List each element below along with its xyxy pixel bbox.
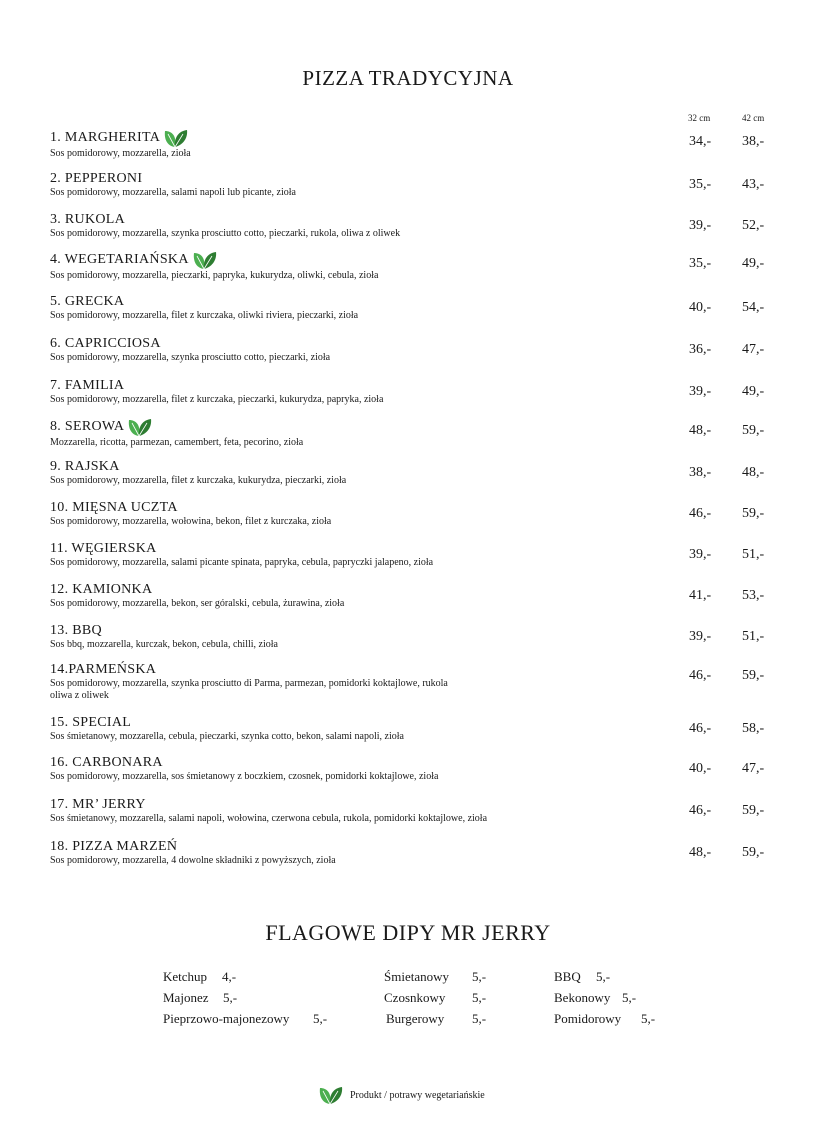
price-42cm: 59,- bbox=[742, 506, 765, 521]
item-name: 15. SPECIAL bbox=[50, 715, 132, 730]
item-description: Sos pomidorowy, mozzarella, szynka prosciutto cotto, pieczarki, zioła bbox=[50, 352, 331, 363]
dip-price: 5,- bbox=[472, 990, 487, 1005]
price-32cm: 39,- bbox=[689, 629, 712, 644]
item-name: 18. PIZZA MARZEŃ bbox=[50, 839, 178, 854]
dip-price: 5,- bbox=[641, 1011, 656, 1026]
price-32cm: 46,- bbox=[689, 721, 712, 736]
item-name: 2. PEPPERONI bbox=[50, 171, 143, 186]
menu-item bbox=[50, 623, 790, 651]
menu-item bbox=[50, 459, 790, 487]
dip-price: 4,- bbox=[222, 969, 237, 984]
dip-price: 5,- bbox=[313, 1011, 328, 1026]
menu-item bbox=[50, 378, 790, 406]
item-description: Sos pomidorowy, mozzarella, zioła bbox=[50, 148, 191, 159]
dip-price: 5,- bbox=[472, 1011, 487, 1026]
dip-name: Bekonowy bbox=[554, 990, 611, 1005]
menu-item bbox=[50, 541, 790, 569]
item-description: Sos pomidorowy, mozzarella, filet z kurczaka, pieczarki, kukurydza, papryka, zioła bbox=[50, 394, 384, 405]
item-name: 8. SEROWA bbox=[50, 419, 125, 434]
dip-name: Czosnkowy bbox=[384, 990, 446, 1005]
item-name: 4. WEGETARIAŃSKA bbox=[50, 252, 189, 267]
item-name: 13. BBQ bbox=[50, 623, 102, 638]
price-32cm: 34,- bbox=[689, 134, 712, 149]
dips-title: FLAGOWE DIPY MR JERRY bbox=[265, 920, 551, 945]
size-header-42: 42 cm bbox=[742, 113, 765, 123]
item-description: Sos pomidorowy, mozzarella, bekon, ser góralski, cebula, żurawina, zioła bbox=[50, 598, 345, 609]
price-42cm: 58,- bbox=[742, 721, 765, 736]
item-description: Sos bbq, mozzarella, kurczak, bekon, cebula, chilli, zioła bbox=[50, 639, 278, 650]
item-description: Sos pomidorowy, mozzarella, salami picante spinata, papryka, cebula, papryczki jalapeno, zioła bbox=[50, 557, 434, 568]
price-42cm: 53,- bbox=[742, 588, 765, 603]
price-32cm: 39,- bbox=[689, 547, 712, 562]
dip-name: Śmietanowy bbox=[384, 969, 449, 984]
item-name: 17. MR’ JERRY bbox=[50, 797, 146, 812]
item-name: 6. CAPRICCIOSA bbox=[50, 336, 161, 351]
page-title: PIZZA TRADYCYJNA bbox=[302, 66, 514, 90]
price-42cm: 49,- bbox=[742, 256, 765, 271]
item-name: 14.PARMEŃSKA bbox=[50, 662, 157, 677]
menu-item bbox=[50, 500, 790, 528]
price-42cm: 59,- bbox=[742, 668, 765, 683]
price-32cm: 35,- bbox=[689, 177, 712, 192]
item-description: Sos pomidorowy, mozzarella, sos śmietanowy z boczkiem, czosnek, pomidorki koktajlowe, zioła bbox=[50, 771, 439, 782]
dip-price: 5,- bbox=[223, 990, 238, 1005]
item-description: Sos śmietanowy, mozzarella, cebula, pieczarki, szynka cotto, bekon, salami napoli, zioła bbox=[50, 731, 404, 742]
price-42cm: 47,- bbox=[742, 761, 765, 776]
price-32cm: 38,- bbox=[689, 465, 712, 480]
item-name: 10. MIĘSNA UCZTA bbox=[50, 500, 178, 515]
price-42cm: 54,- bbox=[742, 300, 765, 315]
item-description: Sos pomidorowy, mozzarella, 4 dowolne składniki z powyższych, zioła bbox=[50, 855, 336, 866]
price-32cm: 40,- bbox=[689, 300, 712, 315]
price-32cm: 48,- bbox=[689, 423, 712, 438]
price-42cm: 51,- bbox=[742, 547, 765, 562]
item-description: Sos pomidorowy, mozzarella, salami napoli lub picante, zioła bbox=[50, 187, 296, 198]
price-32cm: 46,- bbox=[689, 506, 712, 521]
item-description: Sos pomidorowy, mozzarella, pieczarki, papryka, kukurydza, oliwki, cebula, zioła bbox=[50, 270, 379, 281]
menu-item bbox=[50, 755, 790, 783]
menu-item bbox=[50, 582, 790, 610]
price-32cm: 35,- bbox=[689, 256, 712, 271]
price-42cm: 49,- bbox=[742, 384, 765, 399]
item-name: 1. MARGHERITA bbox=[50, 130, 161, 145]
price-42cm: 47,- bbox=[742, 342, 765, 357]
item-description: Sos pomidorowy, mozzarella, filet z kurczaka, oliwki riviera, pieczarki, zioła bbox=[50, 310, 359, 321]
menu-item bbox=[50, 128, 790, 160]
price-32cm: 36,- bbox=[689, 342, 712, 357]
item-name: 7. FAMILIA bbox=[50, 378, 125, 393]
menu-item bbox=[50, 839, 790, 867]
item-name: 16. CARBONARA bbox=[50, 755, 163, 770]
dip-price: 5,- bbox=[472, 969, 487, 984]
price-42cm: 59,- bbox=[742, 423, 765, 438]
leaf-icon bbox=[127, 417, 153, 437]
price-42cm: 59,- bbox=[742, 845, 765, 860]
leaf-icon bbox=[163, 128, 189, 148]
item-description: Sos pomidorowy, mozzarella, filet z kurczaka, kukurydza, pieczarki, zioła bbox=[50, 475, 347, 486]
dip-name: BBQ bbox=[554, 969, 581, 984]
menu-item bbox=[50, 250, 790, 282]
menu-item bbox=[50, 212, 790, 240]
leaf-icon bbox=[192, 250, 218, 270]
item-description: Sos pomidorowy, mozzarella, szynka prosciutto cotto, pieczarki, rukola, oliwa z oliwek bbox=[50, 228, 401, 239]
menu-item bbox=[50, 662, 790, 702]
dip-price: 5,- bbox=[596, 969, 611, 984]
dip-name: Burgerowy bbox=[386, 1011, 445, 1026]
price-42cm: 48,- bbox=[742, 465, 765, 480]
item-description-cont: oliwa z oliwek bbox=[50, 690, 109, 701]
price-32cm: 41,- bbox=[689, 588, 712, 603]
menu-item bbox=[50, 336, 790, 364]
price-42cm: 43,- bbox=[742, 177, 765, 192]
item-name: 3. RUKOLA bbox=[50, 212, 126, 227]
price-32cm: 39,- bbox=[689, 384, 712, 399]
dip-name: Pomidorowy bbox=[554, 1011, 622, 1026]
dip-name: Majonez bbox=[163, 990, 209, 1005]
price-32cm: 48,- bbox=[689, 845, 712, 860]
item-description: Mozzarella, ricotta, parmezan, camembert, feta, pecorino, zioła bbox=[50, 437, 304, 448]
dip-price: 5,- bbox=[622, 990, 637, 1005]
item-name: 9. RAJSKA bbox=[50, 459, 120, 474]
item-name: 5. GRECKA bbox=[50, 294, 125, 309]
menu-item bbox=[50, 171, 790, 199]
item-description: Sos śmietanowy, mozzarella, salami napoli, wołowina, czerwona cebula, rukola, pomidorki koktajlowe, zioła bbox=[50, 813, 488, 824]
price-32cm: 46,- bbox=[689, 803, 712, 818]
item-name: 12. KAMIONKA bbox=[50, 582, 153, 597]
item-description: Sos pomidorowy, mozzarella, wołowina, bekon, filet z kurczaka, zioła bbox=[50, 516, 332, 527]
price-42cm: 59,- bbox=[742, 803, 765, 818]
legend-text: Produkt / potrawy wegetariańskie bbox=[350, 1089, 485, 1101]
item-name: 11. WĘGIERSKA bbox=[50, 541, 157, 556]
dip-name: Ketchup bbox=[163, 969, 208, 984]
legend bbox=[318, 1085, 485, 1105]
price-42cm: 52,- bbox=[742, 218, 765, 233]
menu-item bbox=[50, 797, 790, 825]
menu-item bbox=[50, 417, 790, 449]
menu-item bbox=[50, 294, 790, 322]
price-32cm: 39,- bbox=[689, 218, 712, 233]
price-42cm: 38,- bbox=[742, 134, 765, 149]
dip-name: Pieprzowo-majonezowy bbox=[163, 1011, 290, 1026]
price-32cm: 40,- bbox=[689, 761, 712, 776]
size-header-32: 32 cm bbox=[688, 113, 711, 123]
item-description: Sos pomidorowy, mozzarella, szynka prosciutto di Parma, parmezan, pomidorki koktajlowe, rukola bbox=[50, 678, 448, 689]
menu-item bbox=[50, 715, 790, 743]
price-42cm: 51,- bbox=[742, 629, 765, 644]
leaf-icon bbox=[318, 1085, 344, 1105]
price-32cm: 46,- bbox=[689, 668, 712, 683]
